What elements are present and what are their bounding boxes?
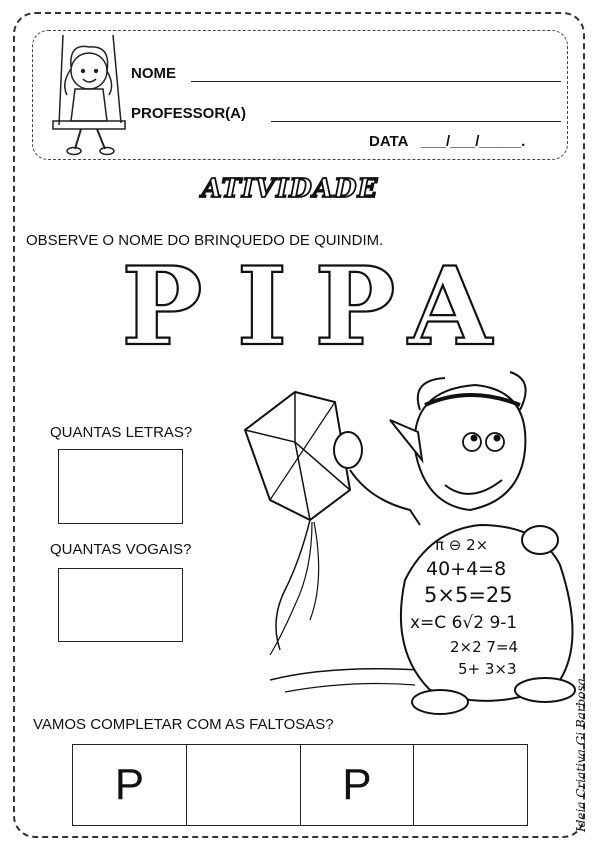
girl-on-swing-illustration	[41, 33, 133, 157]
outlined-letter: P	[121, 252, 203, 362]
instruction-text: OBSERVE O NOME DO BRINQUEDO DE QUINDIM.	[26, 232, 384, 249]
math-line-1: π ⊖ 2×	[435, 536, 489, 554]
date-label: DATA	[369, 133, 409, 150]
math-line-2: 40+4=8	[426, 558, 507, 580]
name-field[interactable]	[191, 81, 561, 82]
letter-box-3[interactable]: P	[301, 745, 415, 825]
letter-box-1[interactable]: P	[73, 745, 187, 825]
teacher-label: PROFESSOR(A)	[131, 105, 247, 122]
letter-box-4[interactable]	[414, 745, 527, 825]
header-panel	[32, 30, 568, 160]
math-line-4: x=C 6√2 9-1	[410, 613, 518, 633]
question-letters: QUANTAS LETRAS?	[50, 424, 193, 441]
activity-title	[185, 170, 395, 206]
math-line-5: 2×2 7=4	[450, 638, 519, 656]
activity-title-text: ATIVIDADE	[201, 174, 379, 204]
letter-box-2[interactable]	[187, 745, 301, 825]
outlined-letter: P	[314, 252, 396, 362]
question-vowels: QUANTAS VOGAIS?	[50, 541, 192, 558]
complete-prompt: VAMOS COMPLETAR COM AS FALTOSAS?	[33, 716, 334, 733]
answer-box-letters[interactable]	[58, 449, 183, 524]
outlined-letter: I	[236, 252, 288, 362]
math-line-6: 5+ 3×3	[458, 660, 517, 678]
date-field[interactable]: ___/___/_____.	[421, 133, 526, 150]
teacher-field[interactable]	[271, 121, 561, 122]
letter-boxes-row	[72, 744, 528, 826]
math-line-3: 5×5=25	[424, 583, 513, 607]
name-label: NOME	[131, 65, 176, 82]
outlined-letter: A	[408, 252, 492, 362]
author-credit: Ideia Criativa Gi Barbosa	[574, 678, 588, 832]
answer-box-vowels[interactable]	[58, 568, 183, 642]
outlined-word	[110, 252, 520, 362]
quindim-kite-illustration	[240, 350, 595, 730]
